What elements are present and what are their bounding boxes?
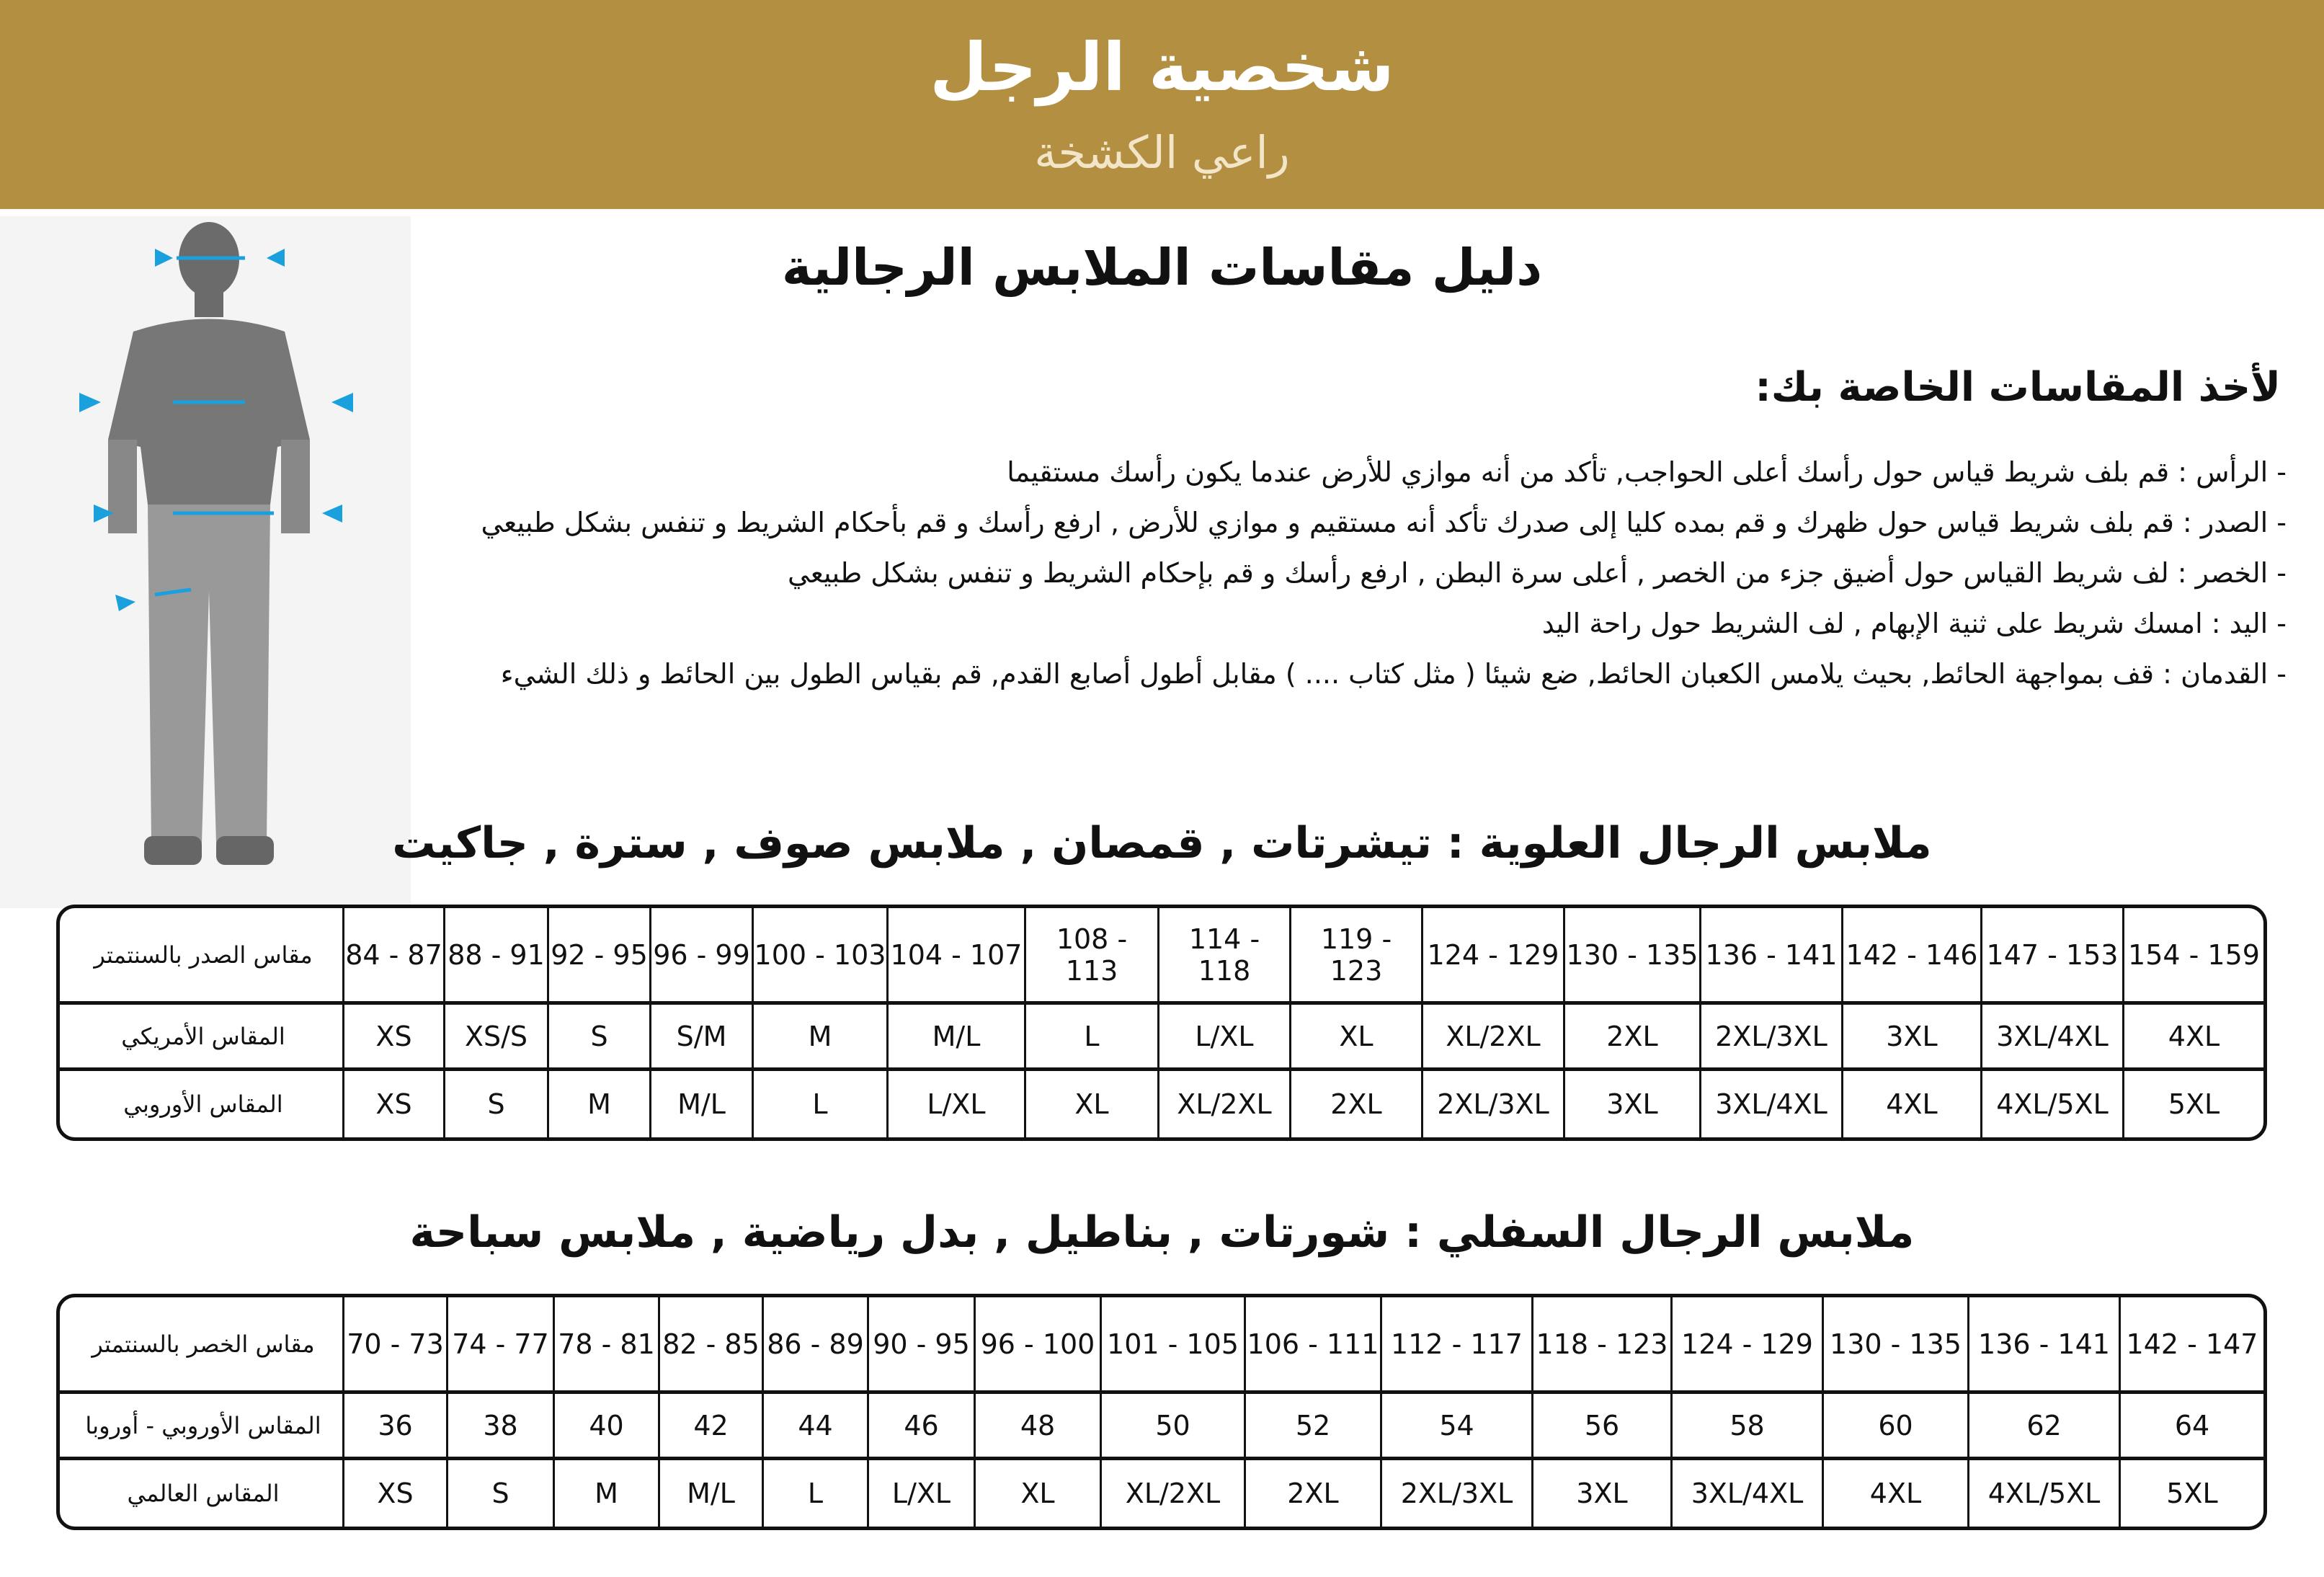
table-cell: XS/S	[445, 1005, 549, 1071]
table-cell: L	[1026, 1005, 1159, 1071]
table-cell: 44	[764, 1394, 869, 1460]
table-cell: 96 - 99	[651, 908, 754, 1005]
table-cell: 108 - 113	[1026, 908, 1159, 1005]
table-cell: XL	[1026, 1071, 1159, 1137]
table-cell: 154 - 159	[2124, 908, 2263, 1005]
table-cell: 52	[1246, 1394, 1382, 1460]
table-cell: 2XL	[1291, 1071, 1423, 1137]
table-cell: S	[448, 1460, 555, 1527]
table-cell: 136 - 141	[1701, 908, 1843, 1005]
row-label: المقاس الأمريكي	[60, 1005, 344, 1071]
table-row	[60, 1394, 2263, 1460]
table-cell: 56	[1533, 1394, 1673, 1460]
table-cell: 50	[1102, 1394, 1246, 1460]
table-cell: 147 - 153	[1982, 908, 2124, 1005]
table-cell: XL	[1291, 1005, 1423, 1071]
instruction-feet: - القدمان : قف بمواجهة الحائط, بحيث يلامس الكعبان الحائط, ضع شيئا ( مثل كتاب .... ) مقابل أطول أصابع القدم, قم بقياس الطول بين الحائط و ذلك الشيء	[500, 658, 2287, 690]
table-cell: 92 - 95	[549, 908, 651, 1005]
table-cell: M	[754, 1005, 889, 1071]
table-cell: 74 - 77	[448, 1297, 555, 1394]
table-cell: 112 - 117	[1382, 1297, 1533, 1394]
table-cell: 3XL/4XL	[1982, 1005, 2124, 1071]
table-cell: 101 - 105	[1102, 1297, 1246, 1394]
table-cell: 4XL/5XL	[1969, 1460, 2121, 1527]
table-cell: XS	[344, 1460, 448, 1527]
page-title: دليل مقاسات الملابس الرجالية	[781, 238, 1543, 297]
table-cell: M/L	[651, 1071, 754, 1137]
table-cell: 119 - 123	[1291, 908, 1423, 1005]
table-cell: L/XL	[869, 1460, 976, 1527]
logo-tagline: راعي الكشخة	[1034, 126, 1290, 179]
table-cell: 78 - 81	[555, 1297, 660, 1394]
table-cell: XS	[344, 1071, 445, 1137]
table-cell: 42	[660, 1394, 764, 1460]
instruction-chest: - الصدر : قم بلف شريط قياس حول ظهرك و قم بمده كليا إلى صدرك تأكد أنه مستقيم و موازي للأرض , ارفع رأسك و قم بأحكام الشريط و تنفس بشكل طبيعي	[481, 507, 2287, 538]
table-cell: 3XL/4XL	[1701, 1071, 1843, 1137]
table-cell: 60	[1824, 1394, 1969, 1460]
table-row	[60, 908, 2263, 1005]
table-cell: XL/2XL	[1423, 1005, 1565, 1071]
table-cell: 38	[448, 1394, 555, 1460]
table-cell: 46	[869, 1394, 976, 1460]
logo-title: شخصية الرجل	[930, 29, 1394, 106]
instruction-hand: - اليد : امسك شريط على ثنية الإبهام , لف الشريط حول راحة اليد	[1541, 608, 2287, 639]
table-cell: L	[754, 1071, 889, 1137]
table-cell: 2XL/3XL	[1382, 1460, 1533, 1527]
table-cell: 130 - 135	[1565, 908, 1701, 1005]
table-cell: M/L	[660, 1460, 764, 1527]
table-cell: 2XL/3XL	[1423, 1071, 1565, 1137]
row-label: مقاس الخصر بالسنتمتر	[60, 1297, 344, 1394]
lower-section-title: ملابس الرجال السفلي : شورتات , بناطيل , بدل رياضية , ملابس سباحة	[409, 1207, 1915, 1258]
table-cell: XL/2XL	[1159, 1071, 1291, 1137]
table-cell: 124 - 129	[1673, 1297, 1824, 1394]
table-cell: 118 - 123	[1533, 1297, 1673, 1394]
table-cell: 70 - 73	[344, 1297, 448, 1394]
table-cell: 114 - 118	[1159, 908, 1291, 1005]
table-cell: 5XL	[2168, 1088, 2220, 1120]
table-cell: XL/2XL	[1102, 1460, 1246, 1527]
instruction-waist: - الخصر : لف شريط القياس حول أضيق جزء من الخصر , أعلى سرة البطن , ارفع رأسك و قم بإحكام الشريط و تنفس بشكل طبيعي	[788, 557, 2287, 589]
table-cell: 64	[2121, 1394, 2263, 1460]
table-cell: 86 - 89	[764, 1297, 869, 1394]
table-cell: 84 - 87	[344, 908, 445, 1005]
table-cell: L/XL	[889, 1071, 1026, 1137]
table-cell: 3XL	[1843, 1005, 1982, 1071]
row-label: المقاس العالمي	[60, 1460, 344, 1527]
table-cell: 4XL	[2124, 1005, 2263, 1071]
row-label: المقاس الأوروبي - أوروبا	[60, 1394, 344, 1460]
table-cell: XL	[976, 1460, 1102, 1527]
row-label: المقاس الأوروبي	[60, 1071, 344, 1137]
table-cell: 82 - 85	[660, 1297, 764, 1394]
table-cell: 36	[344, 1394, 448, 1460]
table-row	[60, 1460, 2263, 1527]
table-cell: 48	[976, 1394, 1102, 1460]
table-cell: S	[445, 1071, 549, 1137]
table-cell: M/L	[889, 1005, 1026, 1071]
table-cell: 2XL	[1246, 1460, 1382, 1527]
table-cell: 2XL/3XL	[1701, 1005, 1843, 1071]
table-cell: 88 - 91	[445, 908, 549, 1005]
instruction-head: - الرأس : قم بلف شريط قياس حول رأسك أعلى الحواجب, تأكد من أنه موازي للأرض عندما يكون رأسك مستقيما	[1007, 456, 2287, 488]
upper-size-table	[56, 905, 2267, 1141]
table-cell: 90 - 95	[869, 1297, 976, 1394]
table-cell: 62	[1969, 1394, 2121, 1460]
table-cell: 104 - 107	[889, 908, 1026, 1005]
table-cell: 142 - 146	[1843, 908, 1982, 1005]
table-cell: 3XL	[1533, 1460, 1673, 1527]
table-cell: S	[549, 1005, 651, 1071]
table-cell: S/M	[651, 1005, 754, 1071]
table-cell: 3XL	[1565, 1071, 1701, 1137]
table-row	[60, 1297, 2263, 1394]
table-cell: 54	[1382, 1394, 1533, 1460]
instructions-list	[481, 447, 2287, 699]
table-cell: 106 - 111	[1246, 1297, 1382, 1394]
table-row	[60, 1005, 2263, 1071]
table-cell: XS	[344, 1005, 445, 1071]
body-measurement-figure	[0, 216, 411, 908]
table-cell: 142 - 147	[2121, 1297, 2263, 1394]
brand-header	[0, 0, 2324, 209]
table-cell: L	[764, 1460, 869, 1527]
table-cell: 124 - 129	[1423, 908, 1565, 1005]
table-cell: 96 - 100	[976, 1297, 1102, 1394]
upper-section-title: ملابس الرجال العلوية : تيشرتات , قمصان , ملابس صوف , سترة , جاكيت	[392, 818, 1932, 869]
table-cell: M	[555, 1460, 660, 1527]
table-cell: 40	[555, 1394, 660, 1460]
lower-size-table	[56, 1294, 2267, 1530]
instructions-heading: لأخذ المقاسات الخاصة بك:	[1755, 364, 2281, 411]
table-cell: 5XL	[2166, 1478, 2218, 1509]
table-row	[60, 1071, 2263, 1137]
table-cell: 4XL	[1824, 1460, 1969, 1527]
row-label: مقاس الصدر بالسنتمتر	[60, 908, 344, 1005]
table-cell: 136 - 141	[1969, 1297, 2121, 1394]
table-cell: 4XL	[1843, 1071, 1982, 1137]
table-cell: L/XL	[1159, 1005, 1291, 1071]
table-cell: 3XL/4XL	[1673, 1460, 1824, 1527]
table-cell: 2XL	[1565, 1005, 1701, 1071]
table-cell: 4XL/5XL	[1982, 1071, 2124, 1137]
table-cell: 130 - 135	[1824, 1297, 1969, 1394]
table-cell: 100 - 103	[754, 908, 889, 1005]
table-cell: M	[549, 1071, 651, 1137]
table-cell: 58	[1673, 1394, 1824, 1460]
